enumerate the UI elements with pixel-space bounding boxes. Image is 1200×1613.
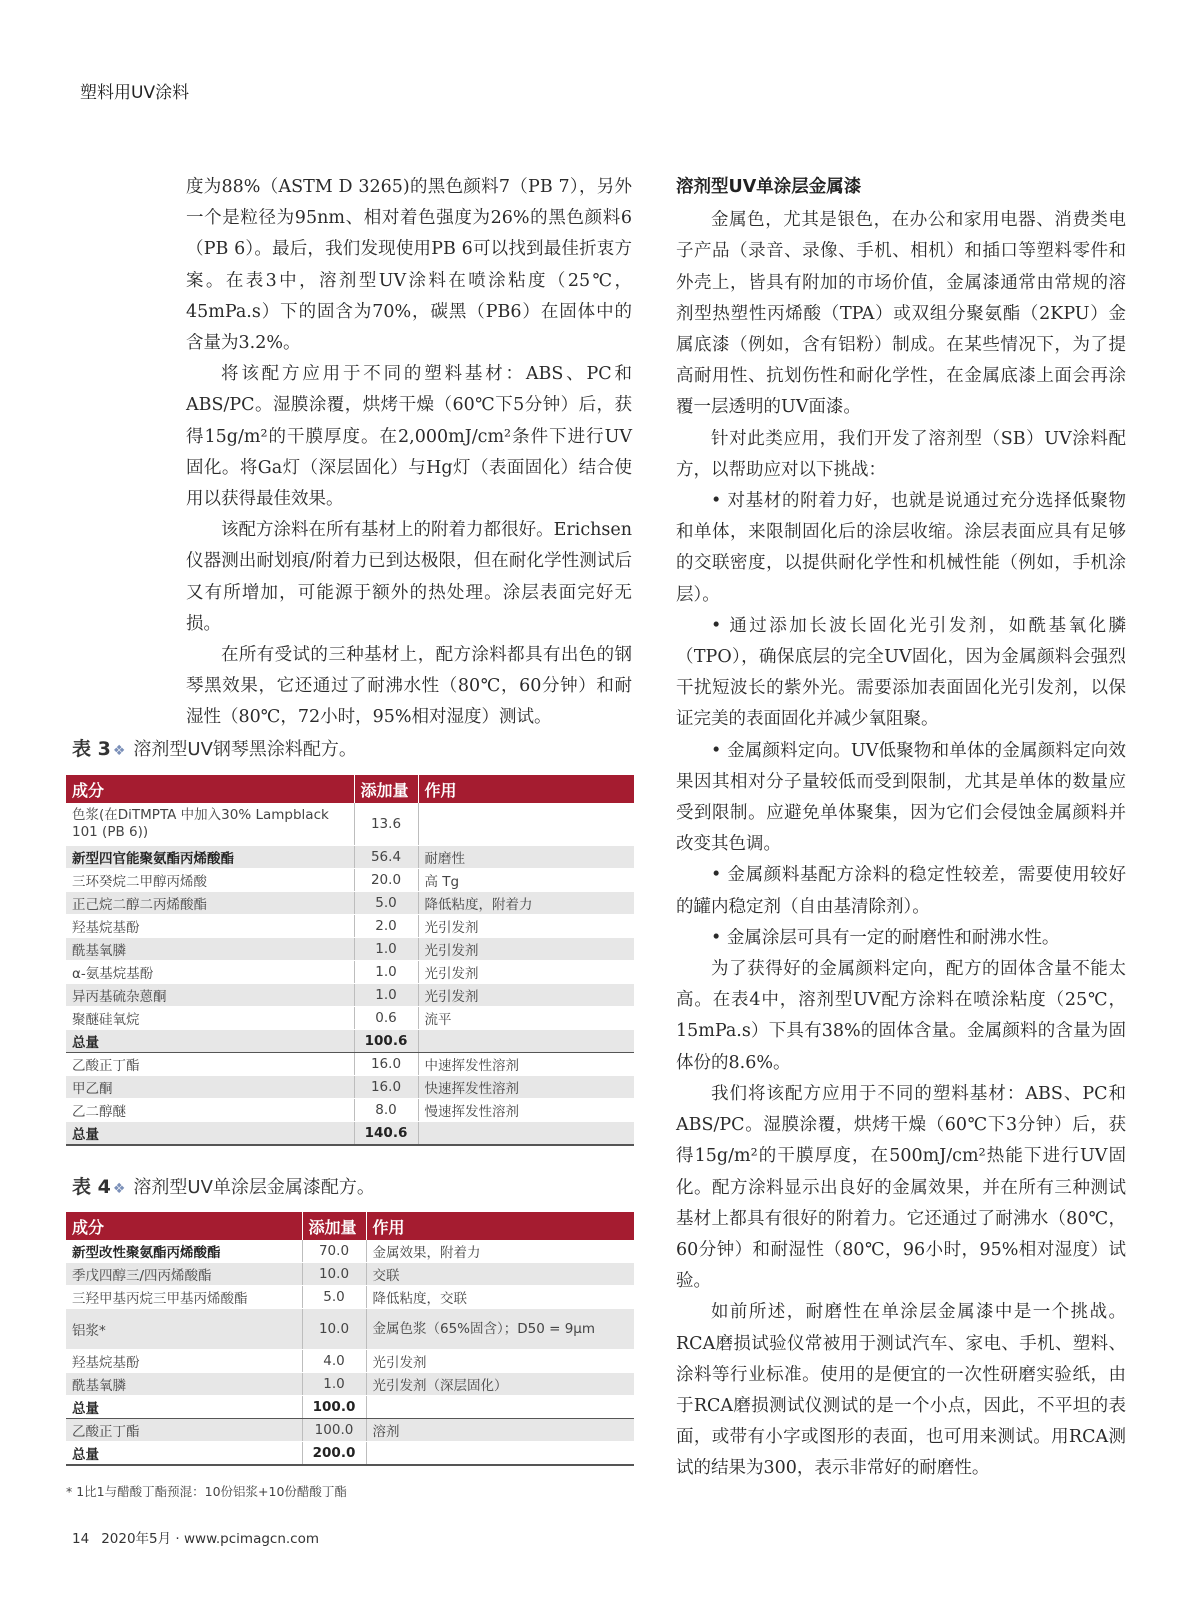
cell-function: 快速挥发性溶剂: [418, 1076, 634, 1099]
table-row: [66, 1373, 634, 1396]
paragraph: 在所有受试的三种基材上，配方涂料都具有出色的钢琴黑效果，它还通过了耐沸水性（80℃，60分钟）和耐湿性（80℃，72小时，95%相对湿度）测试。: [186, 645, 632, 728]
table-row: [66, 892, 634, 915]
cell-ingredient: 总量: [66, 1442, 302, 1466]
cell-function: 金属色浆（65%固含）；D50 = 9μm: [366, 1309, 634, 1350]
table-row: [66, 1007, 634, 1030]
table-row: [66, 1263, 634, 1286]
cell-amount: 100.0: [302, 1396, 366, 1419]
bullet-item: • 通过添加长波长固化光引发剂，如酰基氧化膦（TPO），确保底层的完全UV固化，因为金属颜料会强烈干扰短波长的紫外光。需要添加表面固化光引发剂，以保证完美的表面固化并减少氧阻聚。: [676, 615, 1126, 730]
cell-ingredient: 酰基氧膦: [66, 938, 354, 961]
cell-function: [418, 803, 634, 846]
cell-amount: 13.6: [354, 803, 418, 846]
cell-amount: 70.0: [302, 1240, 366, 1263]
table-row: [66, 1099, 634, 1122]
cell-ingredient: α-氨基烷基酚: [66, 961, 354, 984]
cell-amount: 5.0: [354, 892, 418, 915]
table3: [66, 775, 634, 1146]
cell-amount: 100.0: [302, 1419, 366, 1442]
cell-function: [366, 1396, 634, 1419]
paragraph: 该配方涂料在所有基材上的附着力都很好。Erichsen仪器测出耐划痕/附着力已到达极限，但在耐化学性测试后又有所增加，可能源于额外的热处理。涂层表面完好无损。: [186, 520, 632, 634]
cell-function: 溶剂: [366, 1419, 634, 1442]
diamond-icon: ❖: [112, 1181, 126, 1197]
cell-ingredient: 羟基烷基酚: [66, 915, 354, 938]
cell-ingredient: 色浆(在DiTMPTA 中加入30% Lampblack 101 (PB 6)): [66, 803, 354, 846]
cell-amount: 10.0: [302, 1309, 366, 1350]
table-row: [66, 1053, 634, 1076]
table-row: [66, 915, 634, 938]
cell-function: 光引发剂（深层固化）: [366, 1373, 634, 1396]
cell-ingredient: 铝浆*: [66, 1309, 302, 1350]
table3-title: 溶剂型UV钢琴黑涂料配方。: [133, 739, 357, 760]
col-header-function: 作用: [366, 1212, 634, 1240]
cell-function: 慢速挥发性溶剂: [418, 1099, 634, 1122]
col-header-ingredient: 成分: [66, 775, 354, 803]
right-column-text: [676, 172, 1126, 1485]
cell-ingredient: 总量: [66, 1122, 354, 1146]
cell-function: 中速挥发性溶剂: [418, 1053, 634, 1076]
cell-ingredient: 羟基烷基酚: [66, 1350, 302, 1373]
paragraph: 将该配方应用于不同的塑料基材：ABS、PC和ABS/PC。湿膜涂覆，烘烤干燥（60℃下5分钟）后，获得15g/m²的干膜厚度。在2,000mJ/cm²条件下进行UV固化。将Ga灯（深层固化）与Hg灯（表面固化）结合使用以获得最佳效果。: [186, 364, 632, 510]
cell-function: [418, 1030, 634, 1053]
table-row: [66, 1076, 634, 1099]
cell-amount: 20.0: [354, 869, 418, 892]
table-header-row: [66, 775, 634, 803]
cell-amount: 16.0: [354, 1053, 418, 1076]
cell-ingredient: 总量: [66, 1396, 302, 1419]
cell-ingredient: 甲乙酮: [66, 1076, 354, 1099]
table-total-row: [66, 1030, 634, 1053]
cell-amount: 1.0: [354, 938, 418, 961]
table-row: [66, 1419, 634, 1442]
table4-footnote: * 1比1与醋酸丁酯预混：10份铝浆+10份醋酸丁酯: [66, 1484, 347, 1499]
table-row: [66, 1309, 634, 1350]
table-total-row: [66, 1442, 634, 1466]
cell-ingredient: 三环癸烷二甲醇丙烯酸: [66, 869, 354, 892]
cell-amount: 56.4: [354, 846, 418, 869]
page-footer: [72, 1527, 319, 1547]
table-row: [66, 961, 634, 984]
cell-amount: 200.0: [302, 1442, 366, 1466]
cell-function: 光引发剂: [366, 1350, 634, 1373]
table-header-row: [66, 1212, 634, 1240]
cell-ingredient: 乙二醇醚: [66, 1099, 354, 1122]
table4-caption: [72, 1172, 375, 1199]
cell-ingredient: 季戊四醇三/四丙烯酸酯: [66, 1263, 302, 1286]
paragraph: 度为88%（ASTM D 3265)的黑色颜料7（PB 7），另外一个是粒径为95nm、相对着色强度为26%的黑色颜料6（PB 6）。最后，我们发现使用PB 6可以找到最佳折衷方案。在表3中，溶剂型UV涂料在喷涂粘度（25℃，45mPa.s）下的固含为70%，碳黑（PB6）在固体中的含量为3.2%。: [186, 177, 632, 354]
cell-amount: 1.0: [354, 984, 418, 1007]
cell-ingredient: 三羟甲基丙烷三甲基丙烯酸酯: [66, 1286, 302, 1309]
cell-function: 流平: [418, 1007, 634, 1030]
cell-ingredient: 新型四官能聚氨酯丙烯酸酯: [66, 846, 354, 869]
cell-ingredient: 酰基氧膦: [66, 1373, 302, 1396]
cell-ingredient: 异丙基硫杂蒽酮: [66, 984, 354, 1007]
paragraph: 金属色，尤其是银色，在办公和家用电器、消费类电子产品（录音、录像、手机、相机）和插口等塑料零件和外壳上，皆具有附加的市场价值，金属漆通常由常规的溶剂型热塑性丙烯酸（TPA）或双组分聚氨酯（2KPU）金属底漆（例如，含有铝粉）制成。在某些情况下，为了提高耐用性、抗划伤性和耐化学性，在金属底漆上面会再涂覆一层透明的UV面漆。: [676, 210, 1126, 418]
table-row: [66, 1350, 634, 1373]
table-row: [66, 803, 634, 846]
cell-amount: 10.0: [302, 1263, 366, 1286]
paragraph: 针对此类应用，我们开发了溶剂型（SB）UV涂料配方，以帮助应对以下挑战：: [676, 428, 1126, 480]
table-row: [66, 1286, 634, 1309]
footer-text: 2020年5月 · www.pcimagcn.com: [101, 1531, 320, 1547]
cell-function: 高 Tg: [418, 869, 634, 892]
cell-function: 降低粘度，附着力: [418, 892, 634, 915]
cell-amount: 1.0: [354, 961, 418, 984]
col-header-amount: 添加量: [302, 1212, 366, 1240]
table-row: [66, 984, 634, 1007]
cell-function: 金属效果，附着力: [366, 1240, 634, 1263]
paragraph: 如前所述，耐磨性在单涂层金属漆中是一个挑战。RCA磨损试验仪常被用于测试汽车、家电、手机、塑料、涂料等行业标准。使用的是便宜的一次性研磨实验纸，由于RCA磨损测试仪测试的是一个小点，因此，不平坦的表面，或带有小字或图形的表面，也可用来测试。用RCA测试的结果为300，表示非常好的耐磨性。: [676, 1302, 1126, 1479]
bullet-item: • 金属颜料基配方涂料的稳定性较差，需要使用较好的罐内稳定剂（自由基清除剂）。: [676, 865, 1126, 917]
cell-amount: 140.6: [354, 1122, 418, 1146]
cell-ingredient: 乙酸正丁酯: [66, 1419, 302, 1442]
diamond-icon: ❖: [112, 743, 126, 759]
table-row: [66, 869, 634, 892]
table4-label: 表 4: [72, 1176, 111, 1198]
cell-function: [366, 1442, 634, 1466]
cell-ingredient: 正己烷二醇二丙烯酸酯: [66, 892, 354, 915]
table4: [66, 1212, 634, 1466]
bullet-item: • 金属涂层可具有一定的耐磨性和耐沸水性。: [711, 927, 1060, 948]
bullet-item: • 金属颜料定向。UV低聚物和单体的金属颜料定向效果因其相对分子量较低而受到限制，尤其是单体的数量应受到限制。应避免单体聚集，因为它们会侵蚀金属颜料并改变其色调。: [676, 740, 1126, 855]
table3-caption: [72, 734, 357, 761]
cell-function: 耐磨性: [418, 846, 634, 869]
paragraph: 我们将该配方应用于不同的塑料基材：ABS、PC和ABS/PC。湿膜涂覆，烘烤干燥（60℃下3分钟）后，获得15g/m²的干膜厚度，在500mJ/cm²热能下进行UV固化。配方涂料显示出良好的金属效果，并在所有三种测试基材上都具有很好的附着力。它还通过了耐沸水（80℃，60分钟）和耐湿性（80℃，96小时，95%相对湿度）试验。: [676, 1083, 1126, 1292]
table-row: [66, 938, 634, 961]
cell-amount: 0.6: [354, 1007, 418, 1030]
cell-function: 光引发剂: [418, 961, 634, 984]
left-column-text: [186, 172, 632, 734]
table3-label: 表 3: [72, 738, 111, 760]
col-header-ingredient: 成分: [66, 1212, 302, 1240]
table4-title: 溶剂型UV单涂层金属漆配方。: [133, 1177, 375, 1198]
cell-function: 光引发剂: [418, 915, 634, 938]
cell-function: 光引发剂: [418, 984, 634, 1007]
cell-function: 交联: [366, 1263, 634, 1286]
cell-amount: 4.0: [302, 1350, 366, 1373]
cell-ingredient: 总量: [66, 1030, 354, 1053]
cell-amount: 5.0: [302, 1286, 366, 1309]
cell-ingredient: 聚醚硅氧烷: [66, 1007, 354, 1030]
cell-amount: 2.0: [354, 915, 418, 938]
cell-amount: 16.0: [354, 1076, 418, 1099]
page-number: 14: [72, 1531, 90, 1547]
running-title: 塑料用UV涂料: [80, 83, 190, 103]
section-heading: 溶剂型UV单涂层金属漆: [676, 177, 862, 197]
cell-ingredient: 乙酸正丁酯: [66, 1053, 354, 1076]
cell-amount: 1.0: [302, 1373, 366, 1396]
cell-function: [418, 1122, 634, 1146]
cell-function: 光引发剂: [418, 938, 634, 961]
col-header-function: 作用: [418, 775, 634, 803]
cell-ingredient: 新型改性聚氨酯丙烯酸酯: [66, 1240, 302, 1263]
table-row: [66, 1240, 634, 1263]
paragraph: 为了获得好的金属颜料定向，配方的固体含量不能太高。在表4中，溶剂型UV配方涂料在喷涂粘度（25℃，15mPa.s）下具有38%的固体含量。金属颜料的含量为固体份的8.6%。: [676, 959, 1126, 1073]
col-header-amount: 添加量: [354, 775, 418, 803]
cell-function: 降低粘度，交联: [366, 1286, 634, 1309]
cell-amount: 8.0: [354, 1099, 418, 1122]
table-total-row: [66, 1122, 634, 1146]
cell-amount: 100.6: [354, 1030, 418, 1053]
table-total-row: [66, 1396, 634, 1419]
table-row: [66, 846, 634, 869]
bullet-item: • 对基材的附着力好，也就是说通过充分选择低聚物和单体，来限制固化后的涂层收缩。涂层表面应具有足够的交联密度，以提供耐化学性和机械性能（例如，手机涂层）。: [676, 491, 1126, 605]
